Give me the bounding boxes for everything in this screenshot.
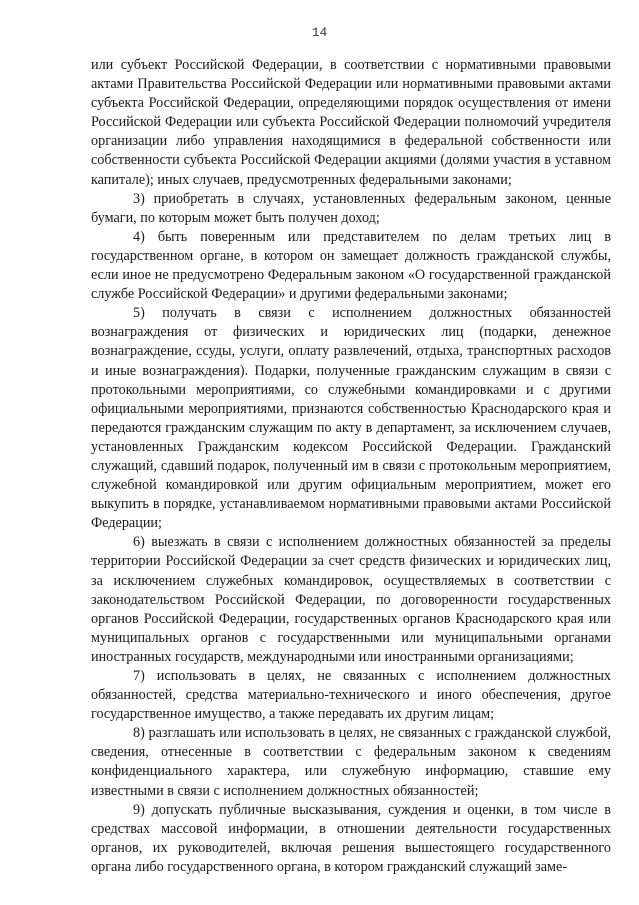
paragraph-item-5: 5) получать в связи с исполнением должностных обязанностей вознаграждения от физических и юридических лиц (подарки, денежное вознаграждение, ссуды, услуги, оплату развлечений, отдыха, транспортных расходов и иные вознаграждения). Подарки, полученные гражданским служащим в связи с протокольными мероприятиями, со служебными командировками и с другими официальными мероприятиями, признаются собственностью Краснодарского края и передаются гражданским служащим по акту в департамент, за исключением случаев, установленных Гражданским кодексом Российской Федерации. Гражданский служащий, сдавший подарок, полученный им в связи с протокольным мероприятием, служебной командировкой или другим официальным мероприятием, может его выкупить в порядке, устанавливаемом нормативными правовыми актами Российской Федерации; xyxy=(91,305,611,532)
page-number: 14 xyxy=(311,25,328,40)
paragraph-item-3: 3) приобретать в случаях, установленных федеральным законом, ценные бумаги, по которым может быть получен доход; xyxy=(91,190,611,226)
document-body xyxy=(91,56,611,877)
paragraph-continuation: или субъект Российской Федерации, в соответствии с нормативными правовыми актами Правительства Российской Федерации или нормативными правовыми актами субъекта Российской Федерации, определяющими порядок осуществления от имени Российской Федерации или субъекта Российской Федерации полномочий учредителя организации либо управления находящимися в федеральной собственности или собственности субъекта Российской Федерации акциями (долями участия в уставном капитале); иных случаев, предусмотренных федеральными законами; xyxy=(91,57,611,188)
paragraph-item-4: 4) быть поверенным или представителем по делам третьих лиц в государственном органе, в котором он замещает должность гражданской службы, если иное не предусмотрено Федеральным законом «О государственной гражданской службе Российской Федерации» и другими федеральными законами; xyxy=(91,228,611,303)
paragraph-item-9: 9) допускать публичные высказывания, суждения и оценки, в том числе в средствах массовой информации, в отношении деятельности государственных органов, их руководителей, включая решения вышестоящего государственного органа либо государственного органа, в котором гражданский служащий заме- xyxy=(91,801,611,875)
paragraph-item-8: 8) разглашать или использовать в целях, не связанных с гражданской службой, сведения, отнесенные в соответствии с федеральным законом к сведениям конфиденциального характера, или служебную информацию, ставшие ему известными в связи с исполнением должностных обязанностей; xyxy=(91,725,611,799)
paragraph-item-7: 7) использовать в целях, не связанных с исполнением должностных обязанностей, средства материально-технического и иного обеспечения, другое государственное имущество, а также передавать их другим лицам; xyxy=(91,668,611,723)
paragraph-item-6: 6) выезжать в связи с исполнением должностных обязанностей за пределы территории Российской Федерации за счет средств физических и юридических лиц, за исключением служебных командировок, осуществляемых в соответствии с законодательством Российской Федерации, по договоренности государственных органов Российской Федерации, государственных органов Краснодарского края или муниципальных органов с государственными или муниципальными органами иностранных государств, международными или иностранными организациями; xyxy=(91,534,611,665)
